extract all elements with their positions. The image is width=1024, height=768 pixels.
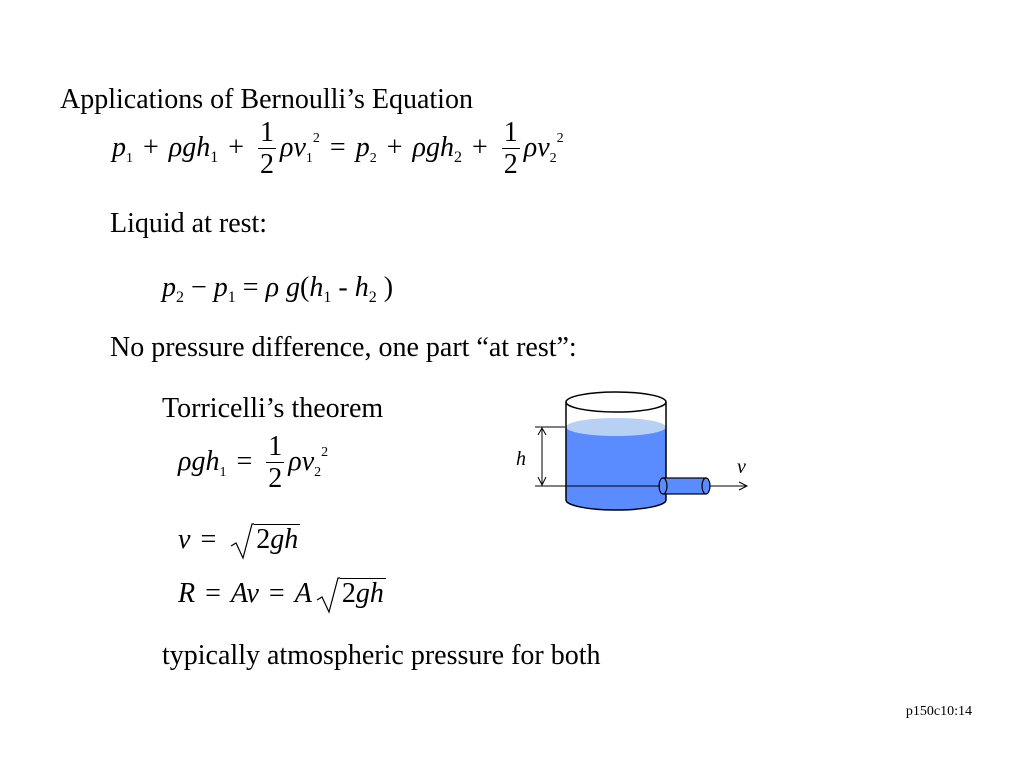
flow-rate-equation: R = Av = A 2gh: [178, 578, 386, 610]
torricelli-equation: ρgh$_1$ = $\frac{1}{2}$ $\rho v_2^2$: [178, 431, 329, 494]
slide-footer: p150c10:14: [905, 704, 972, 719]
velocity-label: v: [737, 456, 746, 478]
atmospheric-note: typically atmospheric pressure for both: [162, 640, 601, 671]
torricelli-heading: Torricelli’s theorem: [162, 393, 384, 424]
torricelli-tank-diagram: [505, 390, 765, 525]
velocity-equation: v = 2gh: [178, 524, 300, 556]
no-pressure-heading: No pressure difference, one part “at rest”:: [110, 332, 577, 363]
liquid-at-rest-heading: Liquid at rest:: [110, 208, 268, 239]
hydrostatic-equation: $p_2 - p_1 = \rho$ $g(h_1 - h_2$ ): [162, 272, 394, 306]
bernoulli-equation: $p_1 + \rho gh_1$ + $\frac{1}{2}$ $\rho v_1^2 = p_2 + \rho gh_2$ + $\frac{1}{2}$ $\rho v_2^2$: [112, 117, 564, 180]
slide-title: Applications of Bernoulli’s Equation: [60, 84, 473, 115]
height-label: h: [516, 448, 526, 470]
